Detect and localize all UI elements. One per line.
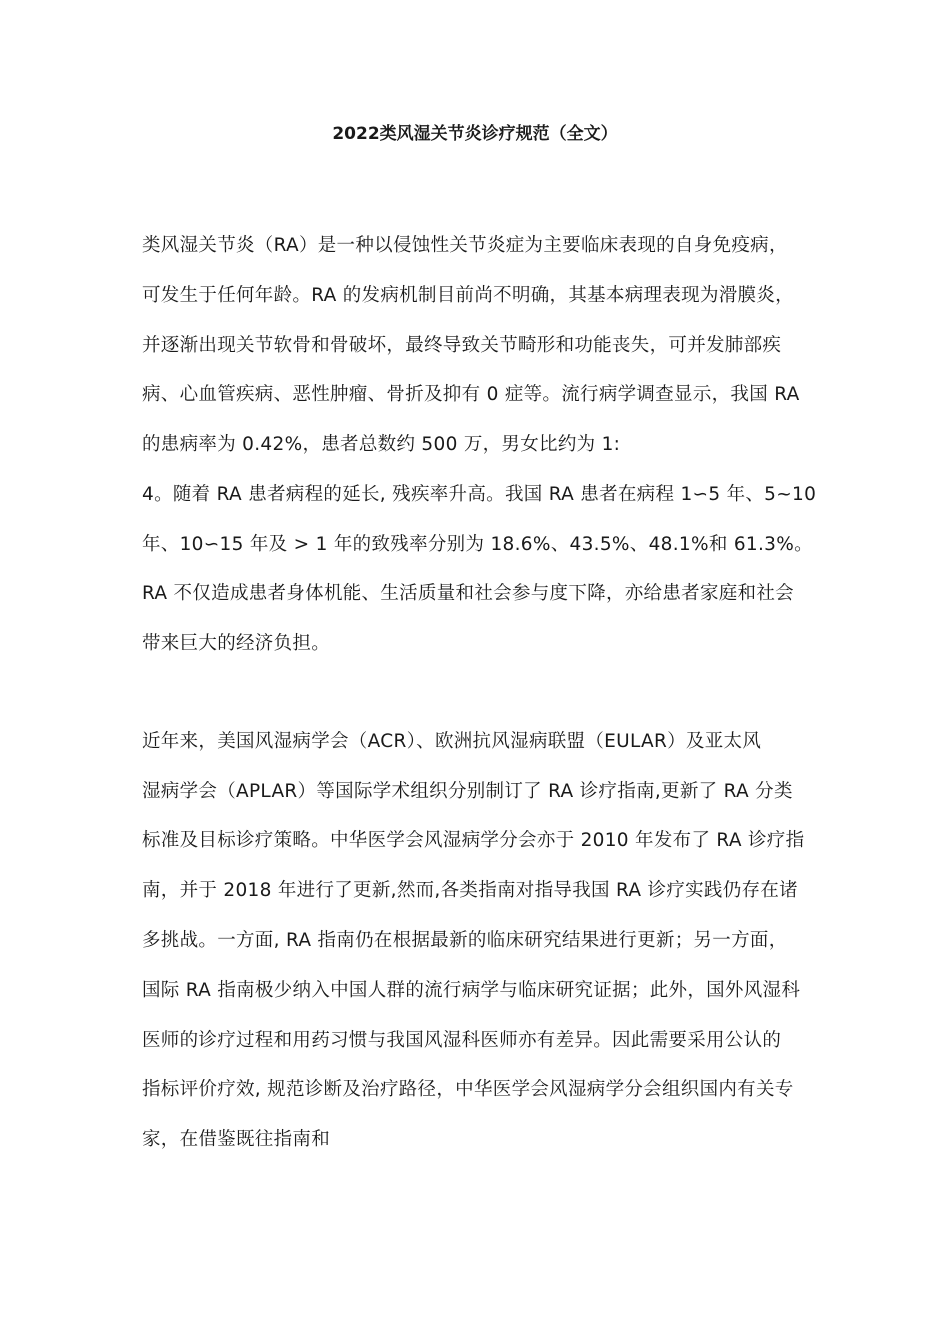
- document-title: 2022类风湿关节炎诊疗规范（全文）: [332, 124, 618, 144]
- paragraph-2-line: 南，并于 2018 年进行了更新,然而,各类指南对指导我国 RA 诊疗实践仍存在诸: [142, 880, 798, 901]
- paragraph-1-line: 年、10∽15 年及 > 1 年的致残率分别为 18.6%、43.5%、48.1%和 61.3%。: [142, 534, 813, 555]
- paragraph-2-line: 指标评价疗效, 规范诊断及治疗路径，中华医学会风湿病学分会组织国内有关专: [142, 1079, 794, 1100]
- paragraph-2-line: 医师的诊疗过程和用药习惯与我国风湿科医师亦有差异。因此需要采用公认的: [142, 1030, 782, 1051]
- paragraph-2-line: 近年来，美国风湿病学会（ACR）、欧洲抗风湿病联盟（EULAR）及亚太风: [142, 731, 762, 752]
- paragraph-1-line: 4。随着 RA 患者病程的延长, 残疾率升高。我国 RA 患者在病程 1∽5 年、5~10: [142, 484, 817, 505]
- paragraph-2-line: 国际 RA 指南极少纳入中国人群的流行病学与临床研究证据；此外，国外风湿科: [142, 980, 801, 1001]
- paragraph-1-line: 病、心血管疾病、恶性肿瘤、骨折及抑有 0 症等。流行病学调查显示，我国 RA: [142, 384, 800, 405]
- paragraph-2-line: 湿病学会（APLAR）等国际学术组织分别制订了 RA 诊疗指南,更新了 RA 分类: [142, 781, 793, 802]
- paragraph-1-line: 并逐渐出现关节软骨和骨破坏，最终导致关节畸形和功能丧失，可并发肺部疾: [142, 335, 782, 356]
- paragraph-2-line: 家，在借鉴既往指南和: [142, 1129, 331, 1150]
- paragraph-1-line: 的患病率为 0.42%，患者总数约 500 万，男女比约为 1:: [142, 434, 621, 455]
- paragraph-1-line: RA 不仅造成患者身体机能、生活质量和社会参与度下降，亦给患者家庭和社会: [142, 583, 794, 604]
- paragraph-1-line: 可发生于任何年龄。RA 的发病机制目前尚不明确，其基本病理表现为滑膜炎，: [142, 285, 794, 306]
- paragraph-1-line: 类风湿关节炎（RA）是一种以侵蚀性关节炎症为主要临床表现的自身免疫病，: [142, 235, 788, 256]
- paragraph-1-line: 带来巨大的经济负担。: [142, 633, 331, 654]
- paragraph-2-line: 多挑战。一方面, RA 指南仍在根据最新的临床研究结果进行更新；另一方面，: [142, 930, 788, 951]
- paragraph-2-line: 标准及目标诊疗策略。中华医学会风湿病学分会亦于 2010 年发布了 RA 诊疗指: [142, 830, 805, 851]
